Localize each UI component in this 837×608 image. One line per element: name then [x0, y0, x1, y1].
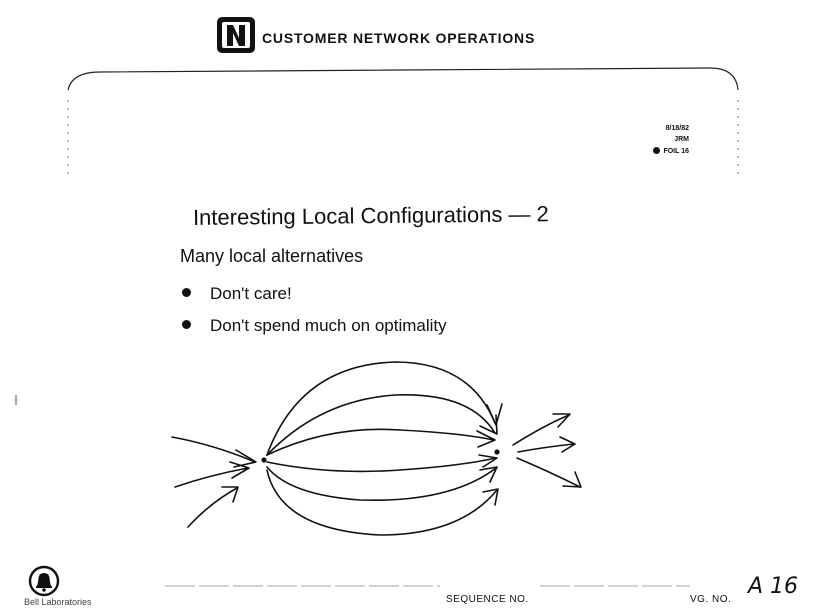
foil-label: FOIL 16 — [663, 148, 689, 155]
slide-date: 8/18/82 — [665, 125, 689, 132]
outgoing-arrows — [513, 414, 581, 487]
slide-title: Interesting Local Configurations — 2 — [192, 201, 549, 230]
incoming-arrows — [172, 437, 256, 527]
footer-company: Bell Laboratories — [24, 597, 92, 607]
sequence-number-label: SEQUENCE NO. — [446, 594, 529, 605]
alternative-paths — [267, 362, 502, 535]
vg-number-value: A 16 — [748, 574, 799, 599]
vg-number-label: VG. NO. — [690, 594, 732, 605]
slide-author-initials: JRM — [674, 136, 689, 143]
destination-node — [494, 449, 499, 454]
source-node — [261, 457, 266, 462]
header-title: CUSTOMER NETWORK OPERATIONS — [262, 30, 536, 46]
bell-logo-icon — [28, 565, 60, 597]
slide-subtitle: Many local alternatives — [180, 246, 364, 266]
bullet-text: Don't care! — [210, 284, 292, 303]
bullet-text: Don't spend much on optimality — [210, 316, 447, 335]
